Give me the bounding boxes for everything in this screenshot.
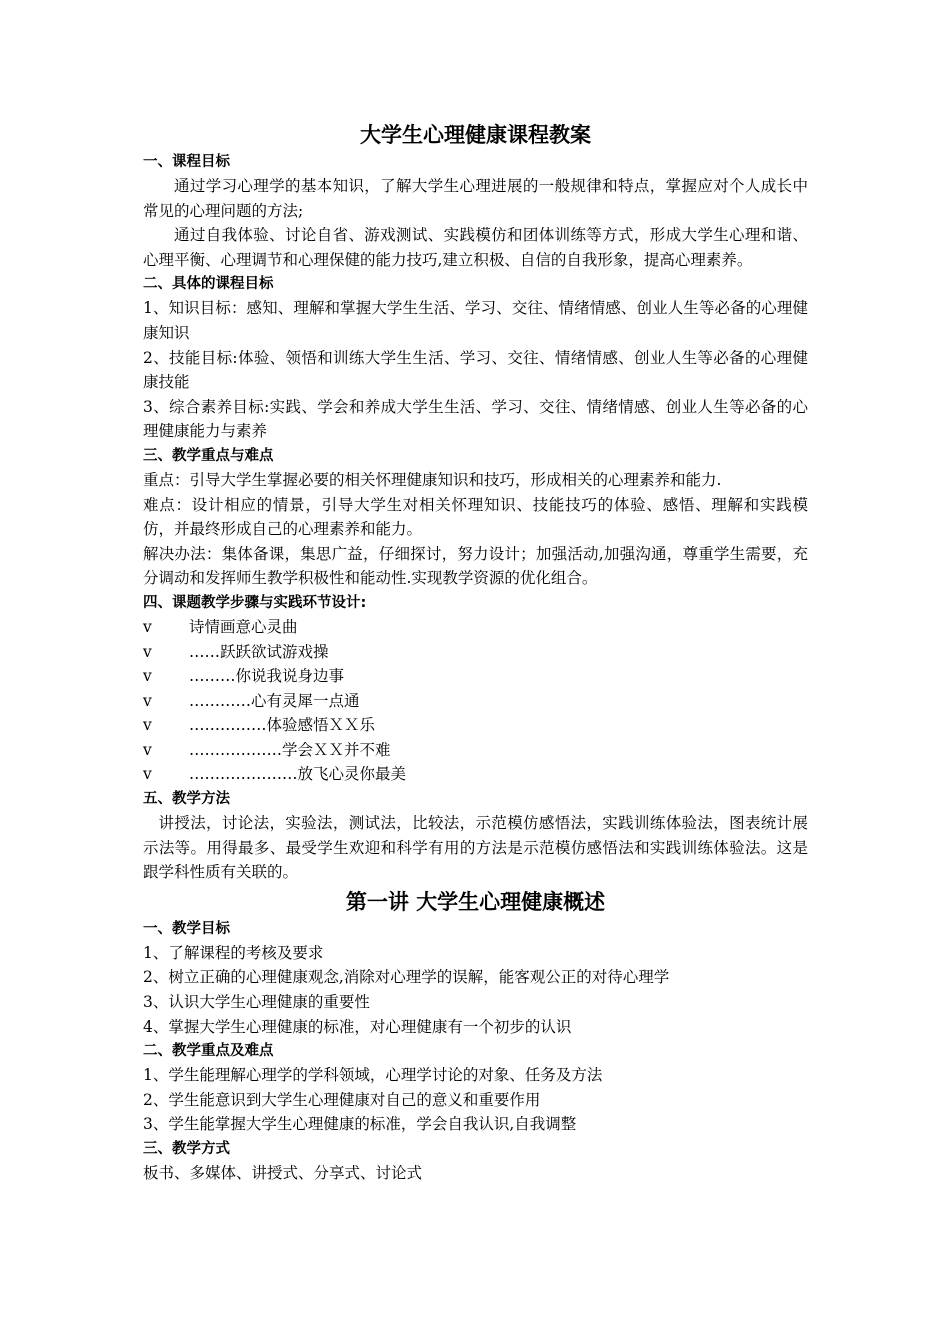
list-item: 3、认识大学生心理健康的重要性 — [143, 993, 370, 1012]
list-item: 重点：引导大学生掌握必要的相关怀理健康知识和技巧，形成相关的心理素养和能力. — [143, 470, 722, 489]
section-heading-specific-goals: 二、具体的课程目标 — [143, 276, 274, 293]
document-title: 大学生心理健康课程教案 — [360, 123, 591, 147]
step-item — [143, 713, 808, 738]
section-heading-focus-difficulties: 二、教学重点及难点 — [143, 1043, 274, 1060]
list-item: 1、学生能理解心理学的学科领域，心理学讨论的对象、任务及方法 — [143, 1066, 603, 1085]
paragraph: 板书、多媒体、讲授式、分享式、讨论式 — [143, 1164, 423, 1182]
list-item: 2、树立正确的心理健康观念,消除对心理学的误解，能客观公正的对待心理学 — [143, 968, 670, 987]
list-item: 3、综合素养目标:实践、学会和养成大学生生活、学习、交往、情绪情感、创业人生等必备的心理健康能力与素养 — [143, 397, 808, 441]
list-item: 难点：设计相应的情景，引导大学生对相关怀理知识、技能技巧的体验、感悟、理解和实践模仿，并最终形成自己的心理素养和能力。 — [143, 495, 808, 539]
step-item — [143, 689, 808, 714]
step-text: ………你说我说身边事 — [189, 667, 345, 686]
step-text: …………心有灵犀一点通 — [189, 691, 360, 710]
list-item: 1、了解课程的考核及要求 — [143, 943, 324, 962]
bullet-marker: v — [143, 691, 152, 710]
step-text: ……………体验感悟ＸＸ乐 — [189, 716, 376, 735]
steps-list — [143, 615, 808, 787]
section-heading-course-goals: 一、课程目标 — [143, 154, 230, 170]
step-item — [143, 640, 808, 665]
step-item — [143, 762, 808, 787]
step-item — [143, 738, 808, 763]
step-text: …………………放飞心灵你最美 — [189, 765, 407, 784]
section-heading-key-points: 三、教学重点与难点 — [143, 447, 274, 464]
bullet-marker: v — [143, 765, 152, 784]
step-text: ……跃跃欲试游戏操 — [189, 642, 329, 661]
list-item: 4、掌握大学生心理健康的标准，对心理健康有一个初步的认识 — [143, 1017, 572, 1036]
bullet-marker: v — [143, 740, 152, 759]
list-item: 2、学生能意识到大学生心理健康对自己的意义和重要作用 — [143, 1090, 541, 1109]
step-item — [143, 615, 808, 640]
step-item — [143, 664, 808, 689]
list-item: 1、知识目标：感知、理解和掌握大学生生活、学习、交往、情绪情感、创业人生等必备的心理健康知识 — [143, 299, 808, 342]
paragraph: 讲授法，讨论法，实验法，测试法，比较法，示范模仿感悟法，实践训练体验法，图表统计展示法等。用得最多、最受学生欢迎和科学有用的方法是示范模仿感悟法和实践训练体验法。这是跟学科性质有关联的。 — [143, 814, 808, 882]
paragraph: 通过学习心理学的基本知识，了解大学生心理进展的一般规律和特点，掌握应对个人成长中常见的心理问题的方法; — [143, 177, 808, 220]
paragraph: 通过自我体验、讨论自省、游戏测试、实践模仿和团体训练等方式，形成大学生心理和谐、心理平衡、心理调节和心理保健的能力技巧,建立积极、自信的自我形象，提高心理素养。 — [143, 226, 808, 269]
section-heading-teaching-format: 三、教学方式 — [143, 1141, 230, 1157]
bullet-marker: v — [143, 617, 152, 636]
lecture-title: 第一讲 大学生心理健康概述 — [345, 889, 606, 914]
section-heading-teaching-steps: 四、课题教学步骤与实践环节设计: — [143, 594, 367, 611]
step-text: ………………学会ＸＸ并不难 — [189, 740, 391, 759]
section-heading-teaching-goals: 一、教学目标 — [143, 920, 230, 937]
bullet-marker: v — [143, 642, 152, 661]
bullet-marker: v — [143, 667, 152, 686]
step-text: 诗情画意心灵曲 — [189, 617, 298, 636]
list-item: 2、技能目标:体验、领悟和训练大学生生活、学习、交往、情绪情感、创业人生等必备的心理健康技能 — [143, 348, 808, 392]
section-heading-teaching-methods: 五、教学方法 — [143, 791, 230, 808]
list-item: 3、学生能掌握大学生心理健康的标准，学会自我认识,自我调整 — [143, 1115, 577, 1134]
list-item: 解决办法：集体备课，集思广益，仔细探讨，努力设计；加强活动,加强沟通，尊重学生需要，充分调动和发挥师生教学积极性和能动性.实现教学资源的优化组合。 — [143, 544, 808, 588]
bullet-marker: v — [143, 716, 152, 735]
